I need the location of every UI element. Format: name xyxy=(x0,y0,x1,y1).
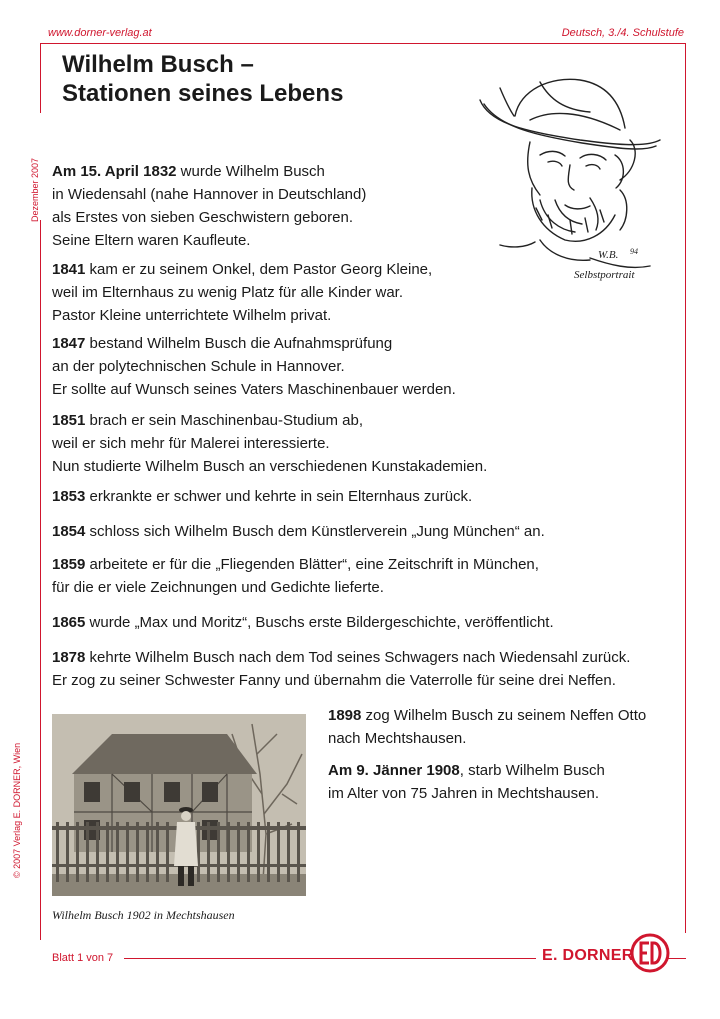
paragraph-line: Pastor Kleine unterrichtete Wilhelm privat. xyxy=(52,307,332,324)
paragraph-date: 1854 xyxy=(52,523,86,540)
paragraph-line: wurde „Max und Moritz“, Buschs erste Bildergeschichte, veröffentlicht. xyxy=(85,614,554,631)
paragraph-date: 1847 xyxy=(52,335,86,352)
paragraph-line: Nun studierte Wilhelm Busch an verschiedenen Kunstakademien. xyxy=(52,458,488,475)
paragraph-date: 1853 xyxy=(52,488,86,505)
paragraph-line: weil er sich mehr für Malerei interessierte. xyxy=(52,435,330,452)
frame-bottom-line xyxy=(124,958,536,959)
house-photo xyxy=(52,714,306,896)
paragraph-line: Er zog zu seiner Schwester Fanny und übernahm die Vaterrolle für seine drei Neffen. xyxy=(52,672,616,689)
side-copyright: © 2007 Verlag E. DORNER, Wien xyxy=(12,742,22,878)
publisher-logo-icon xyxy=(630,933,670,973)
publisher-logo-text: E. DORNER xyxy=(542,947,634,964)
paragraph-1832 xyxy=(52,160,366,252)
title-line-2: Stationen seines Lebens xyxy=(62,80,344,107)
frame-top-line xyxy=(40,43,685,44)
paragraph-date: 1865 xyxy=(52,614,86,631)
paragraph-date: 1878 xyxy=(52,649,86,666)
frame-bottom-line-right xyxy=(668,958,686,959)
paragraph-line: kehrte Wilhelm Busch nach dem Tod seines Schwagers nach Wiedensahl zurück. xyxy=(85,649,631,666)
paragraph-line: zog Wilhelm Busch zu seinem Neffen Otto xyxy=(361,707,647,724)
paragraph-1865 xyxy=(52,611,554,634)
paragraph-line: als Erstes von sieben Geschwistern geboren. xyxy=(52,209,353,226)
paragraph-line: brach er sein Maschinenbau-Studium ab, xyxy=(85,412,364,429)
paragraph-1847 xyxy=(52,332,456,401)
house-photo-image xyxy=(52,714,306,896)
paragraph-line: nach Mechtshausen. xyxy=(328,730,467,747)
paragraph-1851 xyxy=(52,409,487,478)
paragraph-1878 xyxy=(52,646,630,692)
paragraph-line: erkrankte er schwer und kehrte in sein Elternhaus zurück. xyxy=(85,488,473,505)
paragraph-line: Seine Eltern waren Kaufleute. xyxy=(52,232,251,249)
portrait-signature-year: 94 xyxy=(630,247,638,256)
frame-left-line xyxy=(40,43,41,113)
side-date: Dezember 2007 xyxy=(30,157,40,222)
title-line-1: Wilhelm Busch – xyxy=(62,51,254,78)
paragraph-1898 xyxy=(328,704,646,750)
paragraph-date: 1851 xyxy=(52,412,86,429)
paragraph-1859 xyxy=(52,553,539,599)
paragraph-1841 xyxy=(52,258,432,327)
paragraph-line: weil im Elternhaus zu wenig Platz für alle Kinder war. xyxy=(52,284,403,301)
portrait-caption: Selbstportrait xyxy=(574,269,635,281)
paragraph-line: bestand Wilhelm Busch die Aufnahmsprüfung xyxy=(85,335,393,352)
paragraph-line: wurde Wilhelm Busch xyxy=(176,163,325,180)
paragraph-line: schloss sich Wilhelm Busch dem Künstlerverein „Jung München“ an. xyxy=(85,523,545,540)
page-title xyxy=(62,50,343,108)
portrait-signature: W.B. xyxy=(598,249,619,261)
paragraph-line: an der polytechnischen Schule in Hannover. xyxy=(52,358,345,375)
paragraph-date: 1859 xyxy=(52,556,86,573)
paragraph-date: Am 15. April 1832 xyxy=(52,163,177,180)
paragraph-line: Er sollte auf Wunsch seines Vaters Maschinenbauer werden. xyxy=(52,381,456,398)
paragraph-1853 xyxy=(52,485,472,508)
paragraph-line: arbeitete er für die „Fliegenden Blätter“, eine Zeitschrift in München, xyxy=(85,556,539,573)
paragraph-date: 1841 xyxy=(52,261,86,278)
frame-left-line-lower xyxy=(40,220,41,940)
paragraph-1908 xyxy=(328,759,605,805)
paragraph-line: für die er viele Zeichnungen und Gedichte lieferte. xyxy=(52,579,384,596)
paragraph-date: Am 9. Jänner 1908 xyxy=(328,762,460,779)
page-number: Blatt 1 von 7 xyxy=(52,952,114,964)
paragraph-1854 xyxy=(52,520,545,543)
website-url[interactable]: www.dorner-verlag.at xyxy=(48,27,152,39)
subject-label: Deutsch, 3./4. Schulstufe xyxy=(561,27,684,39)
paragraph-line: in Wiedensahl (nahe Hannover in Deutschland) xyxy=(52,186,367,203)
self-portrait-sketch xyxy=(470,70,665,285)
paragraph-line: , starb Wilhelm Busch xyxy=(459,762,605,779)
paragraph-date: 1898 xyxy=(328,707,362,724)
paragraph-line: kam er zu seinem Onkel, dem Pastor Georg Kleine, xyxy=(85,261,433,278)
paragraph-line: im Alter von 75 Jahren in Mechtshausen. xyxy=(328,785,599,802)
photo-caption: Wilhelm Busch 1902 in Mechtshausen xyxy=(52,908,235,922)
frame-right-line xyxy=(685,43,686,933)
